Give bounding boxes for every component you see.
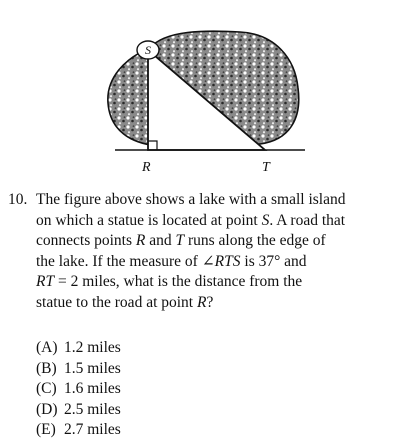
answer-choices [36,338,121,441]
lake-figure [90,8,320,178]
choice-letter: (C) [36,380,57,397]
choice-text: 2.5 miles [64,400,121,418]
choice-letter: (D) [36,400,58,418]
label-r: R [142,160,151,175]
answer-choice-c[interactable] [36,379,121,400]
label-t: T [262,160,270,175]
choice-text: 2.7 miles [64,421,121,438]
question-line: RT = 2 miles, what is the distance from the [36,273,303,290]
answer-choice-b[interactable] [36,359,121,380]
choice-letter: (B) [36,359,57,377]
question-line: on which a statue is located at point S. A road that [36,211,346,229]
question-line: The figure above shows a lake with a small island [36,191,346,208]
choice-letter: (A) [36,339,58,356]
choice-text: 1.6 miles [64,380,121,397]
choice-letter: (E) [36,421,56,438]
question-line: connects points R and T runs along the edge of [36,232,326,249]
question-number: 10. [8,191,28,208]
question-line: the lake. If the measure of ∠RTS is 37° and [36,252,307,270]
answer-choice-d[interactable] [36,400,121,421]
label-s: S [145,43,151,57]
answer-choice-a[interactable] [36,338,121,359]
lake-diagram [90,8,320,178]
question-line: statue to the road at point R? [36,293,214,311]
choice-text: 1.5 miles [64,359,121,377]
question-text [36,190,391,313]
choice-text: 1.2 miles [64,339,121,356]
answer-choice-e[interactable] [36,420,121,441]
